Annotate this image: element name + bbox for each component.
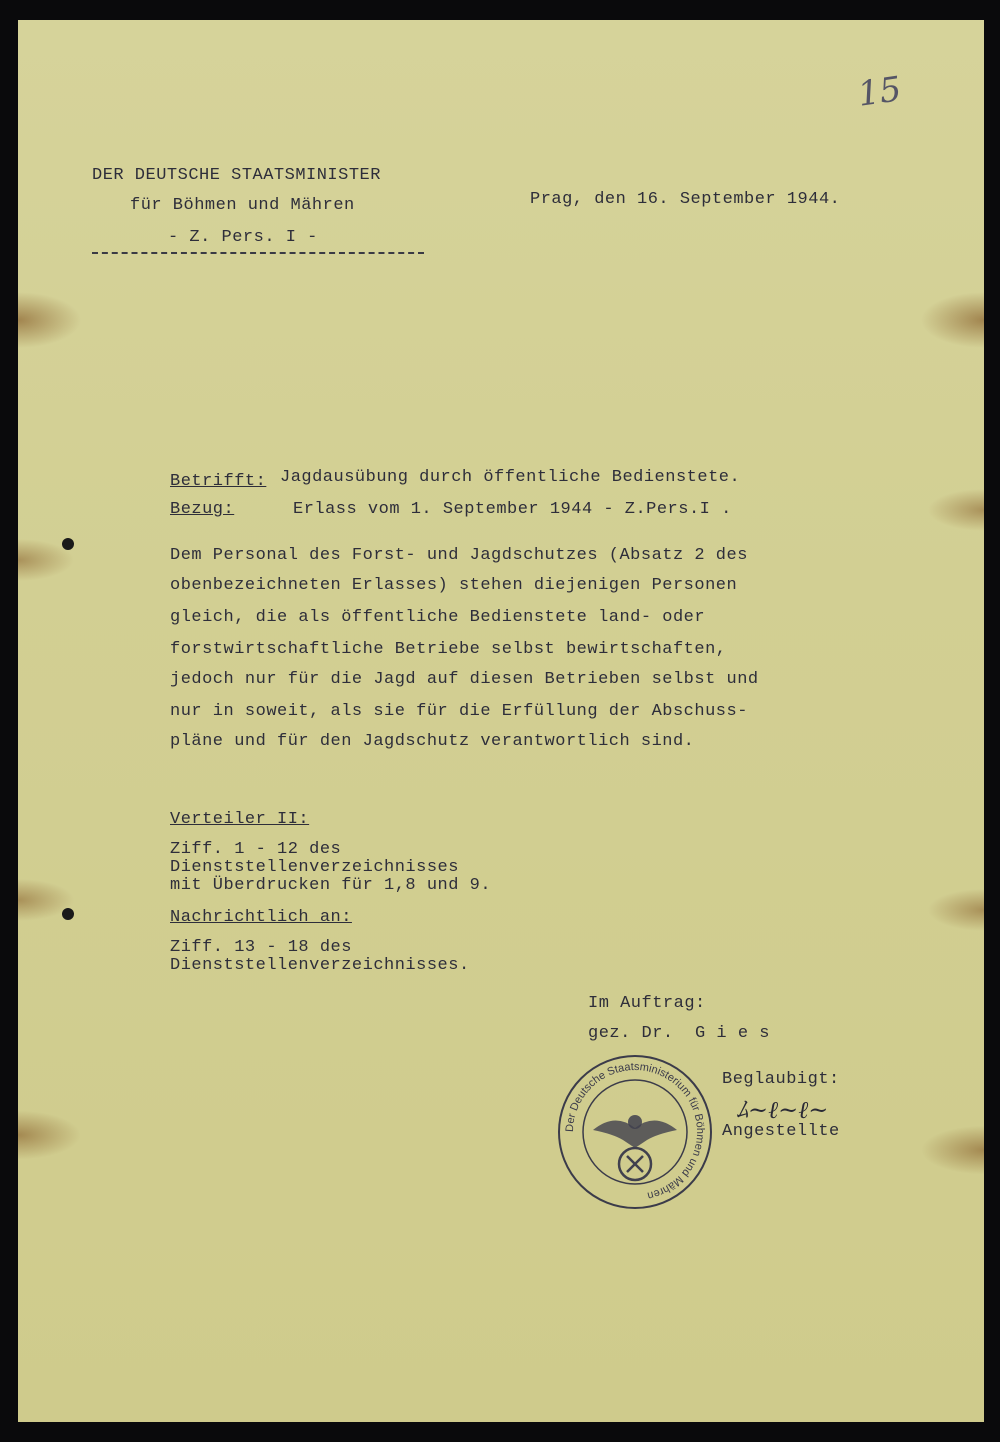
document-date: Prag, den 16. September 1944. — [530, 190, 841, 209]
distribution-line: mit Überdrucken für 1,8 und 9. — [170, 876, 492, 895]
reference-label: Bezug: — [170, 500, 235, 519]
reference-text: Erlass vom 1. September 1944 - Z.Pers.I . — [293, 500, 732, 519]
certification-label: Beglaubigt: — [722, 1070, 840, 1089]
distribution-line: Dienststellenverzeichnisses — [170, 858, 459, 877]
page-number: 15 — [855, 69, 904, 115]
punch-hole — [62, 908, 74, 920]
subject-text: Jagdausübung durch öffentliche Bedienstete. — [280, 468, 741, 487]
distribution-line: Ziff. 1 - 12 des — [170, 840, 342, 859]
header-line-3: - Z. Pers. I - — [168, 228, 318, 247]
signature-line-2: gez. Dr. G i e s — [588, 1024, 770, 1043]
distribution-label: Verteiler II: — [170, 810, 310, 829]
body-line: pläne und für den Jagdschutz verantwortlich sind. — [170, 732, 695, 751]
for-information-label: Nachrichtlich an: — [170, 908, 352, 927]
stamp-text: Der Deutsche Staatsministerium für Böhmen und Mähren — [563, 1060, 707, 1202]
subject-label: Betrifft: — [170, 472, 267, 491]
body-line: obenbezeichneten Erlasses) stehen diejenigen Personen — [170, 576, 738, 595]
official-stamp — [555, 1052, 715, 1212]
header-line-1: DER DEUTSCHE STAATSMINISTER — [92, 166, 381, 185]
certification-title: Angestellte — [722, 1122, 840, 1141]
document-page — [18, 20, 984, 1422]
header-line-2: für Böhmen und Mähren — [130, 196, 355, 215]
header-rule — [92, 252, 424, 254]
for-information-line: Dienststellenverzeichnisses. — [170, 956, 470, 975]
body-line: gleich, die als öffentliche Bedienstete land- oder — [170, 608, 706, 627]
body-line: jedoch nur für die Jagd auf diesen Betrieben selbst und — [170, 670, 759, 689]
body-line: nur in soweit, als sie für die Erfüllung der Abschuss- — [170, 702, 748, 721]
for-information-line: Ziff. 13 - 18 des — [170, 938, 352, 957]
punch-hole — [62, 538, 74, 550]
handwritten-signature: ﾑ~ℓ~ℓ~ — [736, 1096, 829, 1124]
body-line: forstwirtschaftliche Betriebe selbst bewirtschaften, — [170, 640, 727, 659]
body-line: Dem Personal des Forst- und Jagdschutzes (Absatz 2 des — [170, 546, 748, 565]
signature-line-1: Im Auftrag: — [588, 994, 706, 1013]
